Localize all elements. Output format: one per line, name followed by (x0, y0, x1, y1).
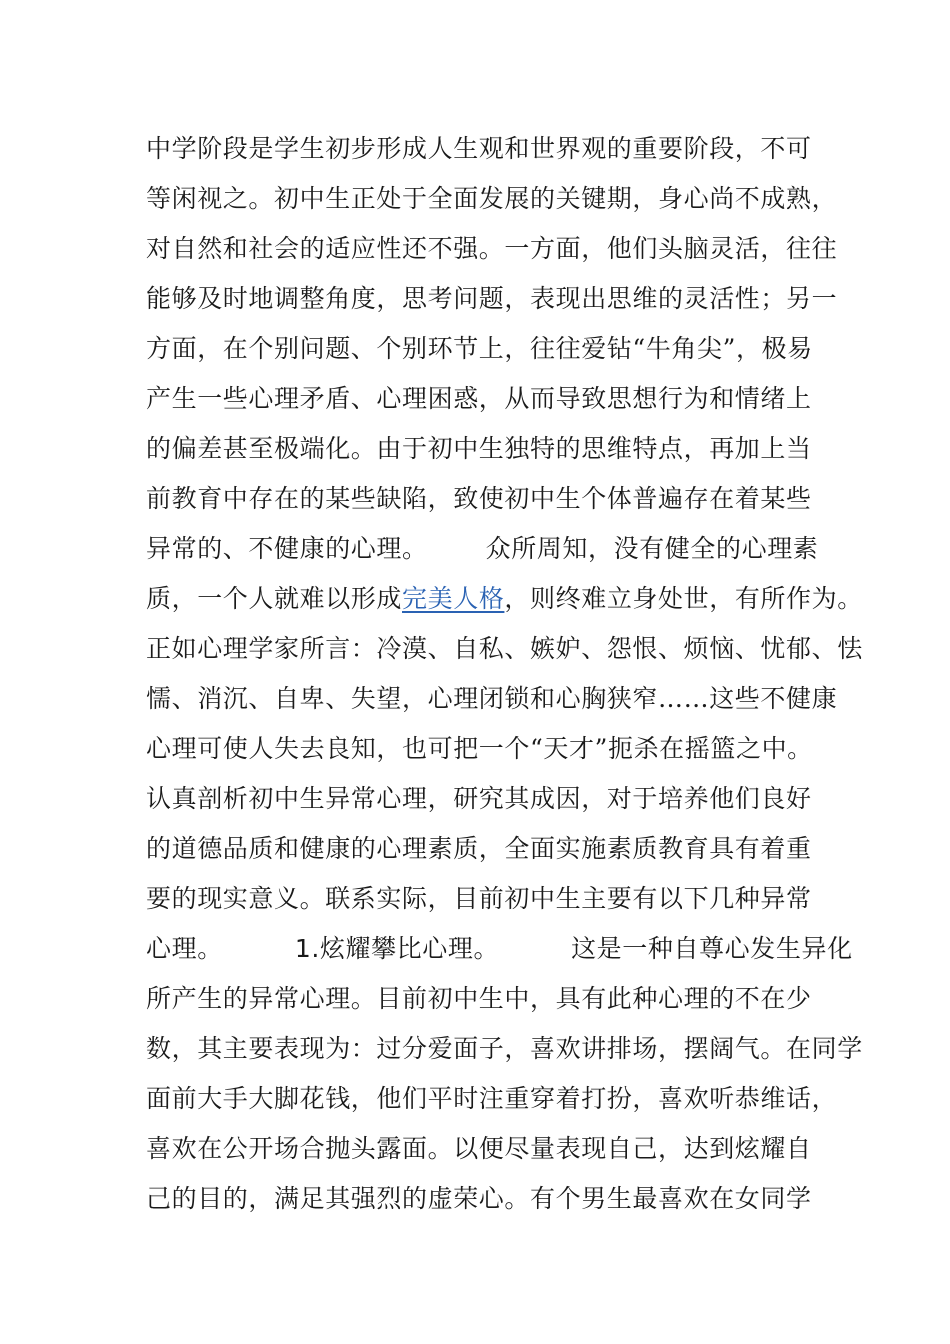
text-line: 对自然和社会的适应性还不强。一方面，他们头脑灵活，往往 (146, 234, 838, 263)
text-line: 要的现实意义。联系实际，目前初中生主要有以下几种异常 (146, 884, 812, 913)
text-line: 心理可使人失去良知，也可把一个“天才”扼杀在摇篮之中。 (146, 734, 813, 763)
text-segment: 心理。 (146, 934, 223, 963)
text-line: 能够及时地调整角度，思考问题，表现出思维的灵活性；另一 (146, 284, 838, 313)
text-line (146, 524, 826, 574)
text-line: 等闲视之。初中生正处于全面发展的关键期，身心尚不成熟， (146, 184, 838, 213)
paragraph-start: 众所周知，没有健全的心理素 (485, 534, 819, 563)
text-line (146, 924, 853, 974)
text-line: 的道德品质和健康的心理素质，全面实施素质教育具有着重 (146, 834, 812, 863)
text-line: 正如心理学家所言：冷漠、自私、嫉妒、怨恨、烦恼、忧郁、怯 (146, 634, 863, 663)
text-line: 方面，在个别问题、个别环节上，往往爱钻“牛角尖”，极易 (146, 334, 813, 363)
text-line: 前教育中存在的某些缺陷，致使初中生个体普遍存在着某些 (146, 484, 812, 513)
perfect-personality-link[interactable]: 完美人格 (402, 584, 505, 613)
text-line: 的偏差甚至极端化。由于初中生独特的思维特点，再加上当 (146, 434, 812, 463)
text-line: 所产生的异常心理。目前初中生中，具有此种心理的不在少 (146, 984, 812, 1013)
text-line: 己的目的，满足其强烈的虚荣心。有个男生最喜欢在女同学 (146, 1184, 812, 1213)
text-segment: ，则终难立身处世，有所作为。 (504, 584, 863, 613)
text-segment: 质，一个人就难以形成 (146, 584, 403, 613)
text-segment: 异常的、不健康的心理。 (146, 534, 428, 563)
text-line: 喜欢在公开场合抛头露面。以便尽量表现自己，达到炫耀自 (146, 1134, 812, 1163)
section-number: 1. (294, 934, 320, 963)
text-segment: 这是一种自尊心发生异化 (571, 934, 853, 963)
text-line: 产生一些心理矛盾、心理困惑，从而导致思想行为和情绪上 (146, 384, 812, 413)
text-line: 中学阶段是学生初步形成人生观和世界观的重要阶段，不可 (146, 134, 812, 163)
text-line: 懦、消沉、自卑、失望，心理闭锁和心胸狭窄……这些不健康 (146, 684, 838, 713)
text-line: 面前大手大脚花钱，他们平时注重穿着打扮，喜欢听恭维话， (146, 1084, 838, 1113)
section-heading: 炫耀攀比心理。 (319, 934, 500, 963)
text-line: 认真剖析初中生异常心理，研究其成因，对于培养他们良好 (146, 784, 812, 813)
text-line (146, 574, 863, 624)
body-text (146, 124, 863, 1224)
text-line: 数，其主要表现为：过分爱面子，喜欢讲排场，摆阔气。在同学 (146, 1034, 863, 1063)
